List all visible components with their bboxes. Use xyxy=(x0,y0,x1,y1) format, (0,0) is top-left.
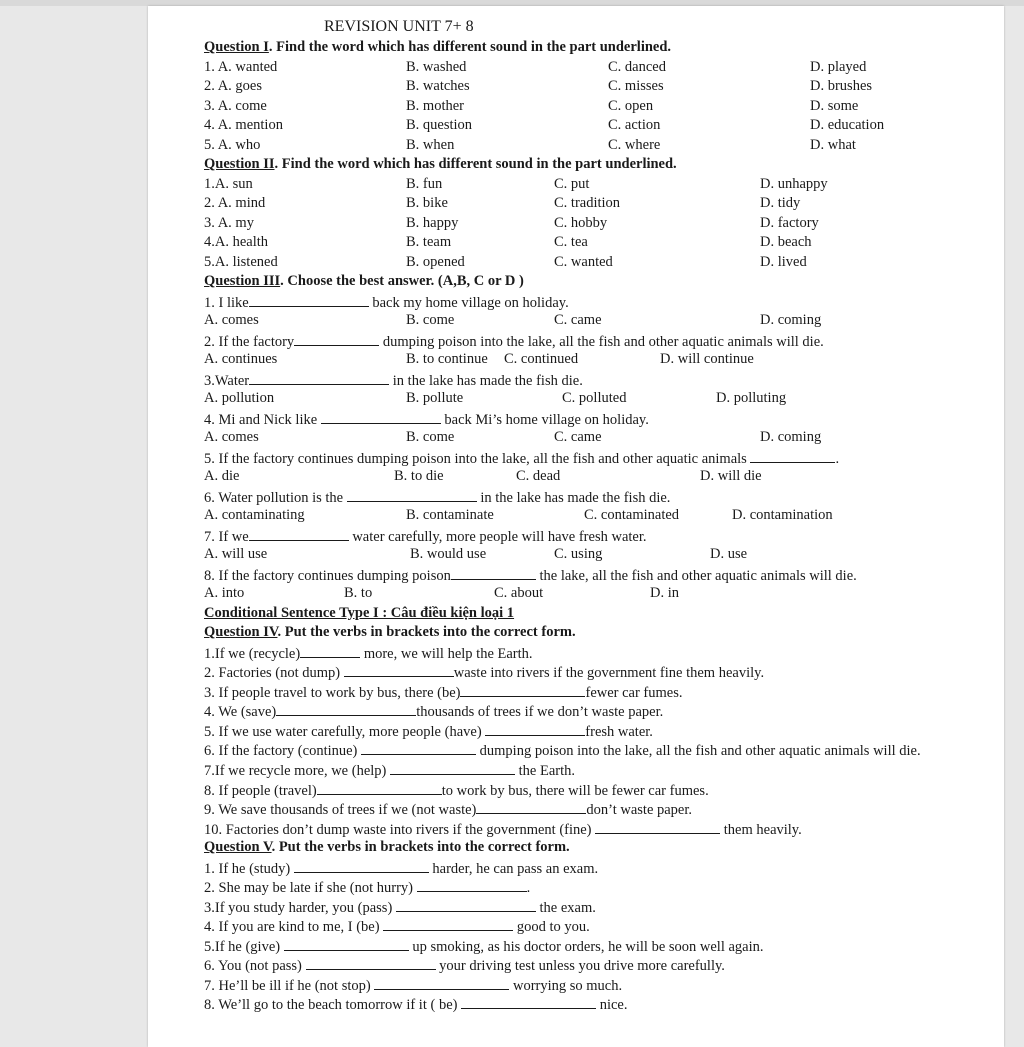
item-text: back Mi’s home village on holiday. xyxy=(444,411,649,428)
item-text: dumping poison into the lake, all the fish and other aquatic animals will die. xyxy=(479,743,921,759)
option: C. polluted xyxy=(562,390,627,406)
answer-blank[interactable] xyxy=(595,819,720,834)
option: C. action xyxy=(608,117,661,133)
item-text: 1.If we (recycle) xyxy=(204,645,301,662)
item-text: thousands of trees if we don’t waste paper. xyxy=(416,704,664,720)
item-text: your driving test unless you drive more carefully. xyxy=(439,958,725,974)
option: C. misses xyxy=(608,78,664,94)
answer-blank[interactable] xyxy=(374,975,509,990)
option: C. tradition xyxy=(554,195,621,211)
answer-blank[interactable] xyxy=(249,370,389,385)
option: A. comes xyxy=(204,429,259,445)
option: A. into xyxy=(204,585,245,601)
q1-row xyxy=(204,58,994,78)
option: D. tidy xyxy=(760,195,801,211)
q3-item xyxy=(204,331,994,351)
question-1-instruction: . Find the word which has different sound in the part underlined. xyxy=(268,39,672,55)
q2-row xyxy=(204,194,994,214)
option: 2. A. mind xyxy=(204,195,266,211)
item-text: the lake, all the fish and other aquatic animals will die. xyxy=(539,567,857,584)
option: D. played xyxy=(810,58,867,75)
item-text: good to you. xyxy=(516,919,590,935)
option: C. contaminated xyxy=(584,507,680,523)
option: D. some xyxy=(810,97,859,114)
q3-options xyxy=(204,389,994,409)
option: D. education xyxy=(810,117,885,133)
answer-blank[interactable] xyxy=(249,292,369,307)
answer-blank[interactable] xyxy=(476,799,586,814)
option: 1. A. wanted xyxy=(204,58,278,75)
item-text: 3.Water xyxy=(204,372,250,389)
answer-blank[interactable] xyxy=(294,858,429,873)
item-text: water carefully, more people will have fresh water. xyxy=(352,528,647,545)
answer-blank[interactable] xyxy=(317,780,442,795)
answer-blank[interactable] xyxy=(347,487,477,502)
option: 2. A. goes xyxy=(204,78,262,94)
option: B. to continue xyxy=(406,351,488,367)
option: C. danced xyxy=(608,58,666,75)
option: C. wanted xyxy=(554,253,613,270)
option: A. pollution xyxy=(204,390,275,406)
option: C. put xyxy=(554,175,590,192)
q2-row xyxy=(204,214,994,234)
conditional-heading xyxy=(204,604,994,624)
answer-blank[interactable] xyxy=(417,877,527,892)
option: C. dead xyxy=(516,468,561,484)
item-text: 4. Mi and Nick like xyxy=(204,411,318,428)
item-text: in the lake has made the fish die. xyxy=(392,372,583,389)
question-5-label: Question V xyxy=(204,839,272,855)
q1-row xyxy=(204,136,994,156)
answer-blank[interactable] xyxy=(750,448,835,463)
answer-blank[interactable] xyxy=(390,760,515,775)
q3-item xyxy=(204,565,994,585)
option: B. team xyxy=(406,234,452,250)
option: 3. A. my xyxy=(204,214,254,231)
document-content xyxy=(204,16,994,1014)
option: B. to die xyxy=(394,468,444,484)
item-text: 5. If the factory continues dumping poison into the lake, all the fish and other aquatic animals xyxy=(204,450,747,467)
document-title: REVISION UNIT 7+ 8 xyxy=(324,18,474,35)
answer-blank[interactable] xyxy=(460,682,585,697)
option: D. will continue xyxy=(660,351,754,367)
answer-blank[interactable] xyxy=(485,721,585,736)
option: A. die xyxy=(204,468,240,484)
q3-item xyxy=(204,487,994,507)
item-text: back my home village on holiday. xyxy=(372,294,569,311)
answer-blank[interactable] xyxy=(249,526,349,541)
option: B. come xyxy=(406,312,455,328)
option: C. open xyxy=(608,97,654,114)
q5-item xyxy=(204,858,994,878)
option: C. continued xyxy=(504,351,579,367)
item-text: 2. Factories (not dump) xyxy=(204,665,341,681)
item-text: 5. If we use water carefully, more people (have) xyxy=(204,723,482,740)
option: 5.A. listened xyxy=(204,253,278,270)
item-text: 3. If people travel to work by bus, there (be) xyxy=(204,684,461,701)
q4-item xyxy=(204,760,994,780)
question-2-instruction: . Find the word which has different sound in the part underlined. xyxy=(274,156,677,172)
item-text: dumping poison into the lake, all the fish and other aquatic animals will die. xyxy=(382,333,824,350)
q3-options xyxy=(204,467,994,487)
item-text: harder, he can pass an exam. xyxy=(432,860,599,877)
question-5-heading xyxy=(204,838,994,858)
q3-options xyxy=(204,350,994,370)
q3-options xyxy=(204,428,994,448)
q4-item xyxy=(204,662,994,682)
option: C. about xyxy=(494,585,544,601)
option: D. coming xyxy=(760,312,822,328)
option: 3. A. come xyxy=(204,97,267,114)
option: B. fun xyxy=(406,175,443,192)
q3-options xyxy=(204,584,994,604)
q2-row xyxy=(204,253,994,273)
option: A. contaminating xyxy=(204,507,305,523)
item-text: them heavily. xyxy=(723,821,802,838)
item-text: to work by bus, there will be fewer car fumes. xyxy=(441,782,709,799)
item-text: 1. I like xyxy=(204,294,249,311)
answer-blank[interactable] xyxy=(396,897,536,912)
q4-item xyxy=(204,682,994,702)
question-3-instruction: . Choose the best answer. (A,B, C or D ) xyxy=(280,273,524,289)
item-text: 2. She may be late if she (not hurry) xyxy=(204,880,413,896)
option: C. using xyxy=(554,546,603,562)
option: C. hobby xyxy=(554,214,608,231)
option: B. pollute xyxy=(406,390,464,406)
option: D. polluting xyxy=(716,390,787,406)
option: A. will use xyxy=(204,546,268,562)
item-text: the Earth. xyxy=(518,763,575,779)
q5-item xyxy=(204,877,994,897)
option: D. contamination xyxy=(732,507,833,523)
option: A. comes xyxy=(204,312,259,328)
question-2-heading xyxy=(204,155,994,175)
q3-options xyxy=(204,311,994,331)
option: 4. A. mention xyxy=(204,117,283,133)
option: B. opened xyxy=(406,253,465,270)
q1-row xyxy=(204,77,994,97)
option: D. brushes xyxy=(810,78,873,94)
item-text: the exam. xyxy=(539,899,596,916)
question-1-heading xyxy=(204,38,994,58)
item-text: 5.If he (give) xyxy=(204,938,281,955)
option: B. mother xyxy=(406,97,464,114)
item-text: 8. We’ll go to the beach tomorrow if it ( be) xyxy=(204,997,458,1013)
answer-blank[interactable] xyxy=(321,409,441,424)
option: D. use xyxy=(710,546,748,562)
question-4-label: Question IV xyxy=(204,624,278,640)
item-text: 2. If the factory xyxy=(204,333,295,350)
option: D. lived xyxy=(760,253,807,270)
answer-blank[interactable] xyxy=(294,331,379,346)
question-1-label: Question I xyxy=(204,39,269,55)
q3-item xyxy=(204,409,994,429)
question-4-heading xyxy=(204,623,994,643)
q5-item xyxy=(204,975,994,995)
item-text: 8. If the factory continues dumping poison xyxy=(204,567,451,584)
option: C. tea xyxy=(554,234,588,250)
option: D. in xyxy=(650,585,679,601)
q3-item xyxy=(204,292,994,312)
option: B. happy xyxy=(406,214,459,231)
item-text: in the lake has made the fish die. xyxy=(480,489,671,506)
question-3-heading xyxy=(204,272,994,292)
item-text: don’t waste paper. xyxy=(586,802,693,818)
option: B. watches xyxy=(406,78,470,94)
q5-item xyxy=(204,955,994,975)
item-text: 7. If we xyxy=(204,528,249,545)
q5-item xyxy=(204,916,994,936)
q5-item xyxy=(204,994,994,1014)
item-text: fresh water. xyxy=(585,723,653,740)
conditional-heading-text: Conditional Sentence Type I : Câu điều kiện loại 1 xyxy=(204,604,515,621)
option: 5. A. who xyxy=(204,136,261,153)
q4-item xyxy=(204,701,994,721)
q4-item xyxy=(204,799,994,819)
answer-blank[interactable] xyxy=(383,916,513,931)
question-4-instruction: . Put the verbs in brackets into the correct form. xyxy=(277,624,576,640)
option: B. question xyxy=(406,117,473,133)
item-text: 6. You (not pass) xyxy=(204,958,302,974)
item-text: 4. If you are kind to me, I (be) xyxy=(204,919,380,935)
q5-item xyxy=(204,936,994,956)
option: B. bike xyxy=(406,195,448,211)
option: B. contaminate xyxy=(406,507,494,523)
q3-item xyxy=(204,526,994,546)
option: C. came xyxy=(554,312,602,328)
option: C. came xyxy=(554,429,602,445)
item-text: waste into rivers if the government fine them heavily. xyxy=(453,665,765,681)
q2-row xyxy=(204,175,994,195)
item-text: worrying so much. xyxy=(512,977,623,994)
q3-item xyxy=(204,448,994,468)
document-page xyxy=(148,6,1004,1047)
option: A. continues xyxy=(204,351,278,367)
q4-item xyxy=(204,643,994,663)
item-text: 6. Water pollution is the xyxy=(204,489,344,506)
option: D. what xyxy=(810,136,856,153)
item-text: 10. Factories don’t dump waste into rivers if the government (fine) xyxy=(204,821,592,838)
answer-blank[interactable] xyxy=(344,662,454,677)
question-5-instruction: . Put the verbs in brackets into the correct form. xyxy=(271,839,570,855)
q4-item xyxy=(204,780,994,800)
option: D. beach xyxy=(760,234,812,250)
item-text: 7.If we recycle more, we (help) xyxy=(204,763,387,779)
option: B. to xyxy=(344,585,373,601)
item-text: 4. We (save) xyxy=(204,704,277,720)
option: D. will die xyxy=(700,468,762,484)
q4-item xyxy=(204,721,994,741)
item-text: 7. He’ll be ill if he (not stop) xyxy=(204,977,371,994)
option: B. come xyxy=(406,429,455,445)
item-text: nice. xyxy=(599,997,628,1013)
option: B. would use xyxy=(410,546,487,562)
item-text: more, we will help the Earth. xyxy=(363,645,533,662)
item-text: fewer car fumes. xyxy=(585,684,683,701)
item-text: up smoking, as his doctor orders, he will be soon well again. xyxy=(412,938,764,955)
item-text: . xyxy=(526,880,531,896)
q2-row xyxy=(204,233,994,253)
q3-options xyxy=(204,545,994,565)
item-text: 8. If people (travel) xyxy=(204,782,317,799)
answer-blank[interactable] xyxy=(361,740,476,755)
option: 1.A. sun xyxy=(204,175,253,192)
item-text: 3.If you study harder, you (pass) xyxy=(204,899,393,916)
q5-item xyxy=(204,897,994,917)
q1-row xyxy=(204,116,994,136)
answer-blank[interactable] xyxy=(276,701,416,716)
q3-item xyxy=(204,370,994,390)
item-text: 1. If he (study) xyxy=(204,860,291,877)
answer-blank[interactable] xyxy=(461,994,596,1009)
answer-blank[interactable] xyxy=(451,565,536,580)
answer-blank[interactable] xyxy=(306,955,436,970)
option: C. where xyxy=(608,136,661,153)
q3-options xyxy=(204,506,994,526)
option: D. factory xyxy=(760,214,819,231)
option: 4.A. health xyxy=(204,234,269,250)
option: D. coming xyxy=(760,429,822,445)
answer-blank[interactable] xyxy=(284,936,409,951)
option: D. unhappy xyxy=(760,175,828,192)
option: B. washed xyxy=(406,58,467,75)
item-text: 9. We save thousands of trees if we (not waste) xyxy=(204,802,477,818)
item-text: . xyxy=(835,450,840,467)
answer-blank[interactable] xyxy=(300,643,360,658)
question-2-label: Question II xyxy=(204,156,275,172)
option: B. when xyxy=(406,136,455,153)
q4-item xyxy=(204,740,994,760)
question-3-label: Question III xyxy=(204,273,281,289)
q1-row xyxy=(204,97,994,117)
q4-item xyxy=(204,819,994,839)
item-text: 6. If the factory (continue) xyxy=(204,743,358,759)
